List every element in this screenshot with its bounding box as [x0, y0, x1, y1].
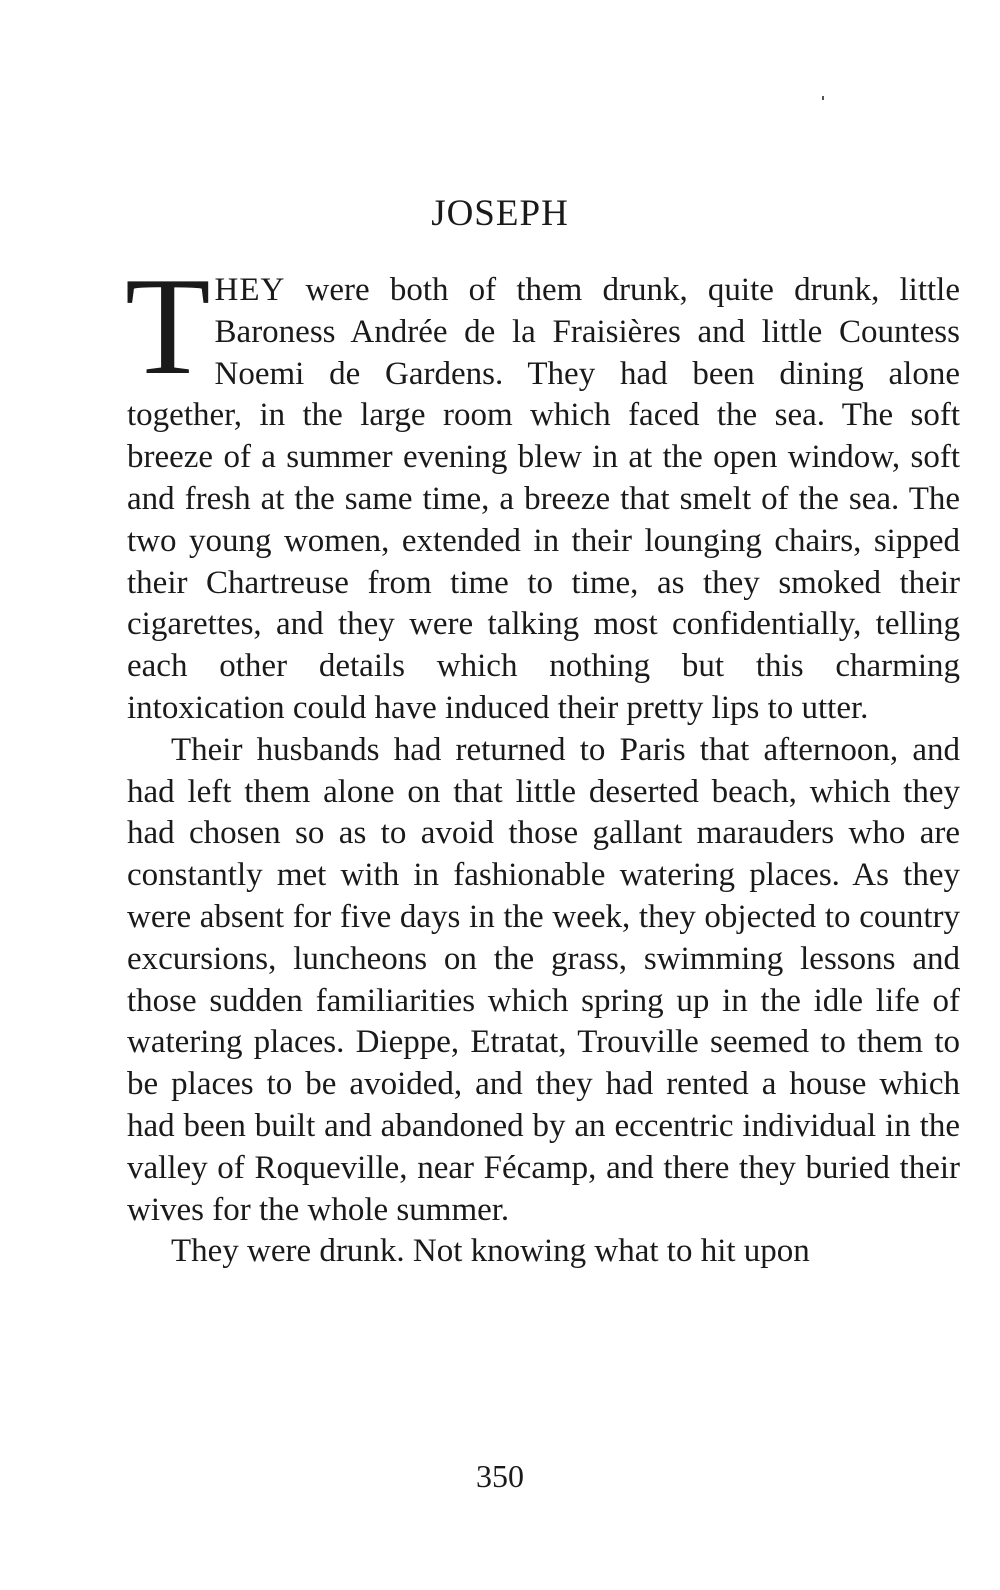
paragraph-1-text: were both of them drunk, quite drunk, little Baroness Andrée de la Fraisières and little Countess Noemi de Gardens. They had been dining alone together, in the large room which faced the sea. The soft breeze of a summer evening blew in at the open window, soft and fresh at the same time, a breeze that smelt of the sea. The two young women, extended in their lounging chairs, sipped their Chartreuse from time to time, as they smoked their cigarettes, and they were talking most confidentially, telling each other details which nothing but this charming intoxication could have induced their pretty lips to utter. [127, 272, 960, 726]
drop-cap: T [125, 249, 211, 404]
chapter-body [125, 249, 960, 1273]
paragraph-2: Their husbands had returned to Paris that afternoon, and had left them alone on that little deserted beach, which they had chosen so as to avoid those gallant marauders who are constantly met with in fashionable watering places. As they were absent for five days in the week, they objected to country excursions, luncheons on the grass, swimming lessons and those sudden familiarities which spring up in the idle life of watering places. Dieppe, Etratat, Trouville seemed to them to be places to be avoided, and they had rented a house which had been built and abandoned by an eccentric individual in the valley of Roqueville, near Fécamp, and there they buried their wives for the whole summer. [127, 731, 960, 1228]
ink-speck [822, 96, 824, 100]
page-number: 350 [476, 1458, 524, 1494]
paragraph-3: They were drunk. Not knowing what to hit upon [171, 1233, 810, 1270]
paragraph-1 [125, 249, 960, 730]
chapter-title: JOSEPH [431, 193, 569, 234]
first-word-rest: HEY [214, 272, 286, 308]
